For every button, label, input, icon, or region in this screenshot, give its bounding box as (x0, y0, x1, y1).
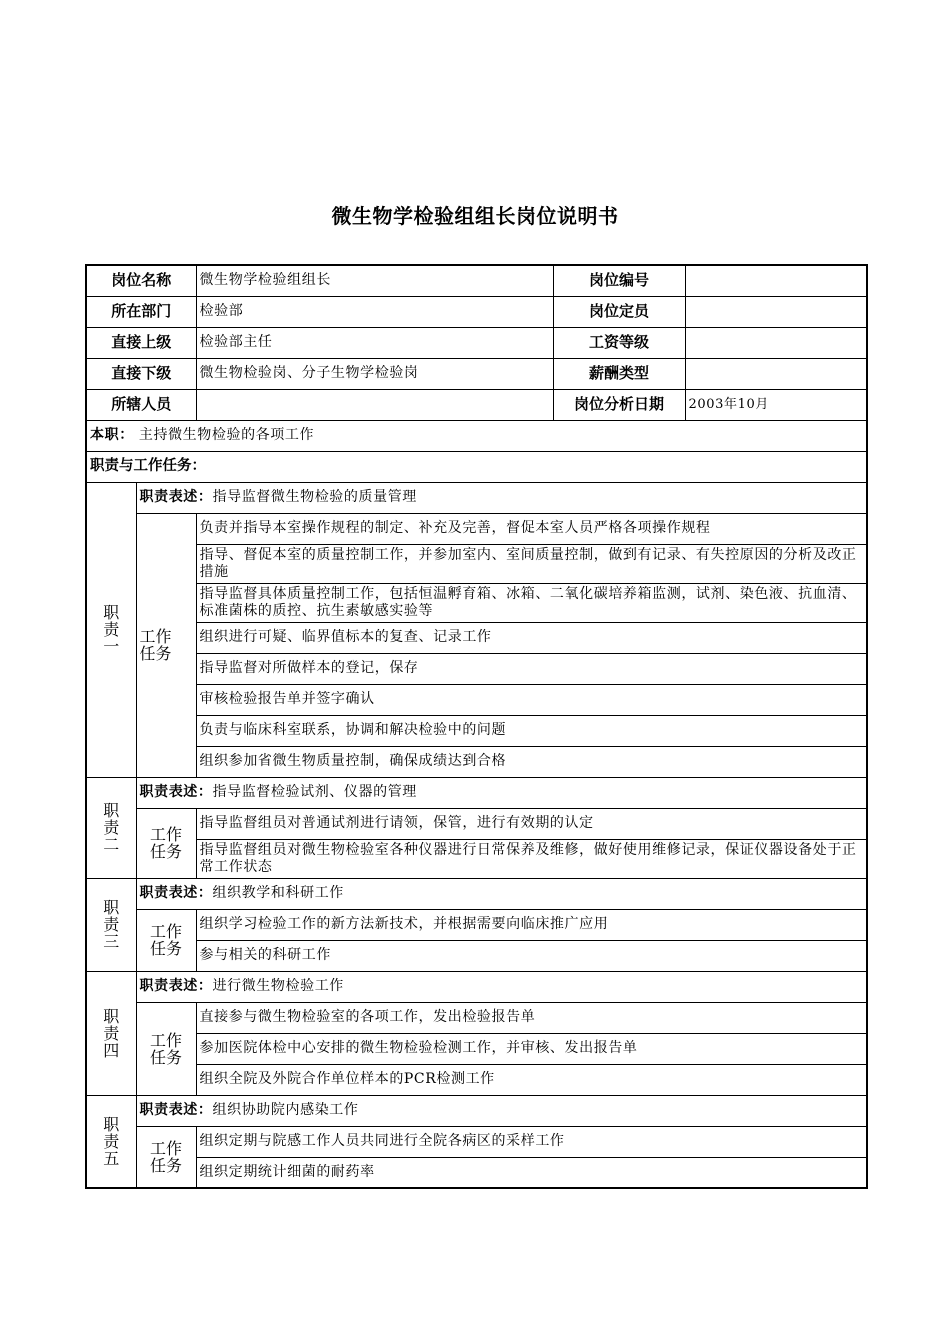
pay-type-label: 薪酬类型 (553, 358, 685, 389)
job-no-value (685, 265, 867, 296)
duty-5-task-1: 组织定期与院感工作人员共同进行全院各病区的采样工作 (196, 1126, 867, 1157)
task-row (86, 1002, 867, 1033)
task-row (86, 684, 867, 715)
job-no-label: 岗位编号 (553, 265, 685, 296)
task-row (86, 715, 867, 746)
task-row (86, 1157, 867, 1188)
duty-2-task-label: 工作 任务 (136, 808, 196, 878)
analysis-date-value: 2003年10月 (685, 389, 867, 420)
statement-label: 职责表述： (139, 885, 213, 901)
duty-5-label: 职 责 五 (86, 1095, 136, 1188)
duty-1-task-4: 组织进行可疑、临界值标本的复查、记录工作 (196, 622, 867, 653)
dept-value: 检验部 (196, 296, 553, 327)
duty-5-task-label: 工作 任务 (136, 1126, 196, 1188)
task-row (86, 653, 867, 684)
duty-4-task-2: 参加医院体检中心安排的微生物检验检测工作，并审核、发出报告单 (196, 1033, 867, 1064)
duty-1-task-7: 负责与临床科室联系，协调和解决检验中的问题 (196, 715, 867, 746)
task-row (86, 940, 867, 971)
duty-1-task-3: 指导监督具体质量控制工作，包括恒温孵育箱、冰箱、二氧化碳培养箱监测，试剂、染色液、抗血清、标准菌株的质控、抗生素敏感实验等 (196, 583, 867, 622)
duty-1-label: 职 责 一 (86, 482, 136, 777)
duty-1-task-8: 组织参加省微生物质量控制，确保成绩达到合格 (196, 746, 867, 777)
duty-4-task-1: 直接参与微生物检验室的各项工作，发出检验报告单 (196, 1002, 867, 1033)
statement-label: 职责表述： (139, 784, 213, 800)
job-description-table (85, 264, 868, 1189)
task-row (86, 746, 867, 777)
task-row (86, 808, 867, 839)
info-row (86, 389, 867, 420)
duty-2-label: 职 责 二 (86, 777, 136, 878)
wage-label: 工资等级 (553, 327, 685, 358)
duty-3-task-2: 参与相关的科研工作 (196, 940, 867, 971)
duties-header-row (86, 451, 867, 482)
duty-statement-row (86, 971, 867, 1002)
task-row (86, 909, 867, 940)
duties-header: 职责与工作任务： (86, 451, 867, 482)
duty-3-statement: 组织教学和科研工作 (212, 885, 344, 901)
task-row (86, 1033, 867, 1064)
info-row (86, 296, 867, 327)
duty-4-statement: 进行微生物检验工作 (212, 978, 344, 994)
subordinate-value: 微生物检验岗、分子生物学检验岗 (196, 358, 553, 389)
subordinate-label: 直接下级 (86, 358, 196, 389)
duty-statement-row (86, 878, 867, 909)
duty-3-task-label: 工作 任务 (136, 909, 196, 971)
task-row (86, 1064, 867, 1095)
duty-1-task-label: 工作 任务 (136, 513, 196, 777)
duty-1-statement: 指导监督微生物检验的质量管理 (212, 489, 417, 505)
info-row (86, 358, 867, 389)
analysis-date-label: 岗位分析日期 (553, 389, 685, 420)
task-row (86, 583, 867, 622)
duty-4-label: 职 责 四 (86, 971, 136, 1095)
dept-label: 所在部门 (86, 296, 196, 327)
task-row (86, 622, 867, 653)
duty-3-task-1: 组织学习检验工作的新方法新技术，并根据需要向临床推广应用 (196, 909, 867, 940)
duty-1-task-2: 指导、督促本室的质量控制工作，并参加室内、室间质量控制，做到有记录、有失控原因的分析及改正措施 (196, 544, 867, 583)
statement-label: 职责表述： (139, 1102, 213, 1118)
managed-value (196, 389, 553, 420)
duty-1-task-1: 负责并指导本室操作规程的制定、补充及完善，督促本室人员严格各项操作规程 (196, 513, 867, 544)
task-row (86, 839, 867, 878)
duty-1-task-5: 指导监督对所做样本的登记，保存 (196, 653, 867, 684)
superior-label: 直接上级 (86, 327, 196, 358)
duty-2-task-1: 指导监督组员对普通试剂进行请领，保管，进行有效期的认定 (196, 808, 867, 839)
staff-label: 岗位定员 (553, 296, 685, 327)
duty-5-statement: 组织协助院内感染工作 (212, 1102, 359, 1118)
task-row (86, 1126, 867, 1157)
task-row (86, 513, 867, 544)
info-row (86, 327, 867, 358)
duty-2-task-2: 指导监督组员对微生物检验室各种仪器进行日常保养及维修，做好使用维修记录，保证仪器设备处于正常工作状态 (196, 839, 867, 878)
statement-label: 职责表述： (139, 489, 213, 505)
duty-1-task-6: 审核检验报告单并签字确认 (196, 684, 867, 715)
duty-summary-label: 本职： (90, 427, 134, 443)
wage-value (685, 327, 867, 358)
duty-5-task-2: 组织定期统计细菌的耐药率 (196, 1157, 867, 1188)
statement-label: 职责表述： (139, 978, 213, 994)
task-row (86, 544, 867, 583)
duty-2-statement: 指导监督检验试剂、仪器的管理 (212, 784, 417, 800)
duty-4-task-3: 组织全院及外院合作单位样本的PCR检测工作 (196, 1064, 867, 1095)
page-title: 微生物学检验组组长岗位说明书 (331, 204, 619, 228)
pay-type-value (685, 358, 867, 389)
info-row (86, 265, 867, 296)
managed-label: 所辖人员 (86, 389, 196, 420)
duty-statement-row (86, 777, 867, 808)
job-name-label: 岗位名称 (86, 265, 196, 296)
duty-4-task-label: 工作 任务 (136, 1002, 196, 1095)
duty-statement-row (86, 1095, 867, 1126)
superior-value: 检验部主任 (196, 327, 553, 358)
duty-summary-text: 主持微生物检验的各项工作 (138, 427, 315, 443)
duty-statement-row (86, 482, 867, 513)
staff-value (685, 296, 867, 327)
duty-3-label: 职 责 三 (86, 878, 136, 971)
job-name-value: 微生物学检验组组长 (196, 265, 553, 296)
duty-summary-row (86, 420, 867, 451)
